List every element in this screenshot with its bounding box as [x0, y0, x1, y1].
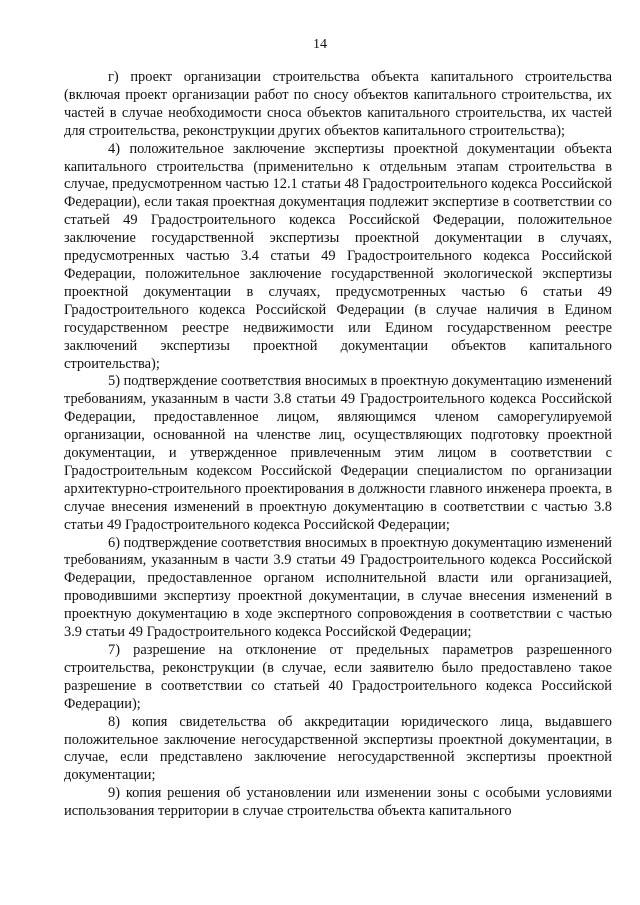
paragraph-item-5: 5) подтверждение соответствия вносимых в проектную документацию изменений требованиям, указанным в части 3.8 статьи 49 Градостроительного кодекса Российской Федерации, предоставленное лицом, являющимся членом саморегулируемой организации, основанной на членстве лиц, осуществляющих подготовку проектной документации, и утвержденное привлеченным этим лицом в соответствии с Градостроительным кодексом Российской Федерации специалистом по организации архитектурно-строительного проектирования в должности главного инженера проекта, в случае внесения изменений в проектную документацию в соответствии с частью 3.8 статьи 49 Градостроительного кодекса Российской Федерации;: [64, 373, 612, 533]
paragraph-item-g: г) проект организации строительства объекта капитального строительства (включая проект организации работ по сносу объектов капитального строительства, их частей в случае необходимости сноса объектов капитального строительства, их частей для строительства, реконструкции других объектов капитального строительства);: [64, 69, 612, 139]
paragraph-item-9: 9) копия решения об установлении или изменении зоны с особыми условиями использования территории в случае строительства объекта капитального: [64, 785, 612, 820]
paragraph-item-4: 4) положительное заключение экспертизы проектной документации объекта капитального строительства (применительно к отдельным этапам строительства в случае, предусмотренном частью 12.1 статьи 48 Градостроительного кодекса Российской Федерации), если такая проектная документация подлежит экспертизе в соответствии со статьей 49 Градостроительного кодекса Российской Федерации, положительное заключение государственной экспертизы проектной документации в случаях, предусмотренных частью 3.4 статьи 49 Градостроительного кодекса Российской Федерации, положительное заключение государственной экологической экспертизы проектной документации в случаях, предусмотренных частью 6 статьи 49 Градостроительного кодекса Российской Федерации (в случае наличия в Едином государственном реестре недвижимости или Едином государственном реестре заключений экспертизы проектной документации объектов капитального строительства);: [64, 140, 612, 372]
paragraph-item-6: 6) подтверждение соответствия вносимых в проектную документацию изменений требованиям, указанным в части 3.9 статьи 49 Градостроительного кодекса Российской Федерации, предоставленное органом исполнительной власти или организацией, проводившими экспертизу проектной документации, в случае внесения изменений в проектную документацию в ходе экспертного сопровождения в соответствии с частью 3.9 статьи 49 Градостроительного кодекса Российской Федерации;: [64, 534, 612, 641]
page-number: 14: [313, 37, 327, 52]
paragraph-item-8: 8) копия свидетельства об аккредитации юридического лица, выдавшего положительное заключение негосударственной экспертизы проектной документации, в случае, если представлено заключение негосударственной экспертизы проектной документации;: [64, 713, 612, 784]
document-body: [64, 69, 612, 821]
paragraph-item-7: 7) разрешение на отклонение от предельных параметров разрешенного строительства, реконструкции (в случае, если заявителю было предоставлено такое разрешение в соответствии со статьей 40 Градостроительного кодекса Российской Федерации);: [64, 642, 612, 712]
